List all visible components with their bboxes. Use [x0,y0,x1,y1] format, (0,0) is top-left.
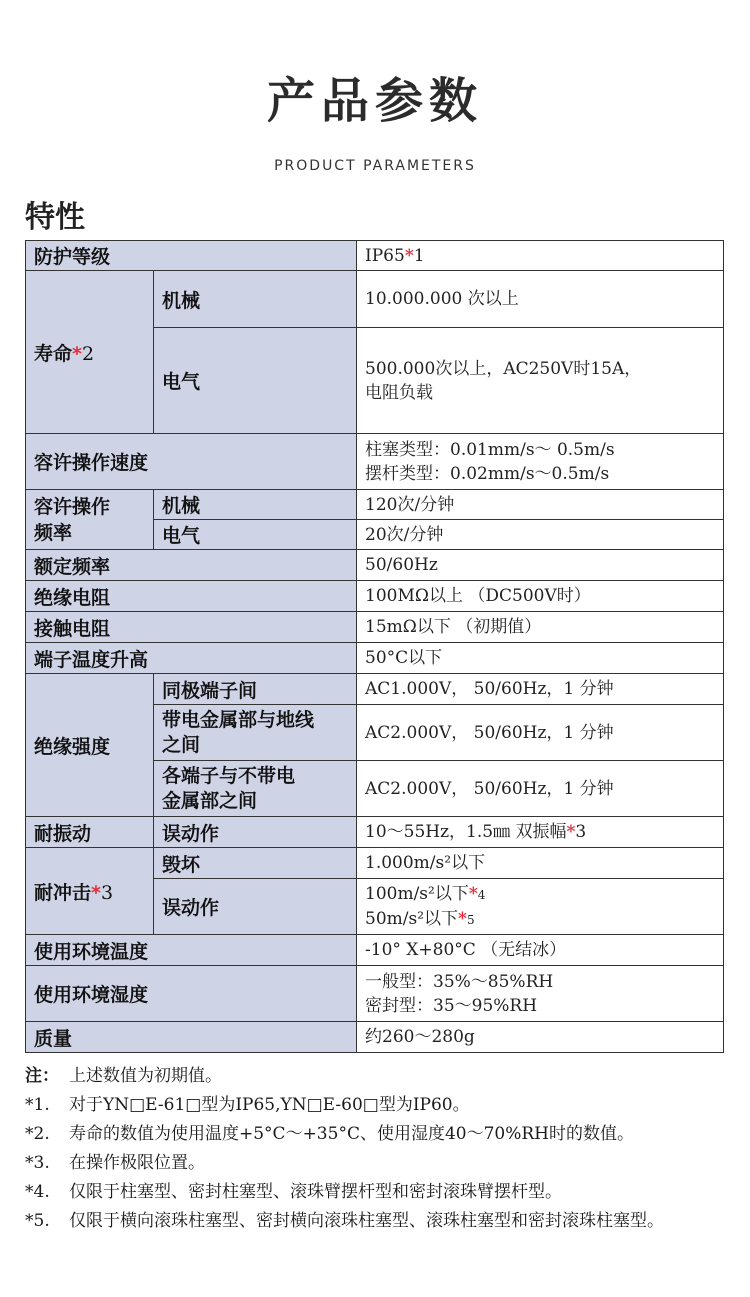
shock-label: 耐冲击*3 [26,848,154,935]
temp-rise-value: 50°C以下 [357,643,724,674]
note-text: 仅限于柱塞型、密封柱塞型、滚珠臂摆杆型和密封滚珠臂摆杆型。 [69,1182,562,1202]
table-row-temp-rise [26,643,724,674]
ambient-humidity-value: 一般型：35%～85%RH 密封型：35～95%RH [357,966,724,1022]
dielectric-label: 绝缘强度 [26,674,154,817]
rated-freq-value: 50/60Hz [357,550,724,581]
shock-malfunction-label: 误动作 [154,879,357,935]
frequency-label: 容许操作 频率 [26,490,154,550]
frequency-mech-value: 120次/分钟 [357,490,724,520]
life-elec-label: 电气 [154,328,357,434]
life-mech-label: 机械 [154,271,357,328]
table-row-ambient-humidity [26,966,724,1022]
note-text: 上述数值为初期值。 [69,1066,222,1086]
dielectric-r2-label: 带电金属部与地线 之间 [154,705,357,761]
insulation-resistance-label: 绝缘电阻 [26,581,357,612]
vibration-sub-label: 误动作 [154,817,357,848]
insulation-resistance-value: 100MΩ以上 （DC500V时） [357,581,724,612]
frequency-elec-label: 电气 [154,520,357,550]
note-item [25,1120,730,1149]
contact-resistance-label: 接触电阻 [26,612,357,643]
frequency-mech-label: 机械 [154,490,357,520]
table-row-life-mech [26,271,724,328]
note-mark: *5. [25,1211,50,1231]
shock-malfunction-value: 100m/s²以下*4 50m/s²以下*5 [357,879,724,935]
speed-label: 容许操作速度 [26,434,357,490]
protection-label: 防护等级 [26,241,357,271]
note-mark: *3. [25,1153,50,1173]
table-row-weight [26,1022,724,1053]
note-item [25,1091,730,1120]
life-label: 寿命*2 [26,271,154,434]
protection-value: IP65*1 [357,241,724,271]
life-elec-value: 500.000次以上，AC250V时15A， 电阻负载 [357,328,724,434]
note-text: 对于YN□E-61□型为IP65,YN□E-60□型为IP60。 [69,1095,470,1115]
note-text: 寿命的数值为使用温度+5°C～+35°C、使用湿度40～70%RH时的数值。 [69,1124,634,1144]
table-row-rated-freq [26,550,724,581]
table-row-shock-destroy [26,848,724,879]
note-item [25,1062,730,1091]
note-text: 仅限于横向滚珠柱塞型、密封横向滚珠柱塞型、滚珠柱塞型和密封滚珠柱塞型。 [69,1211,664,1231]
table-row-speed [26,434,724,490]
weight-value: 约260～280g [357,1022,724,1053]
contact-resistance-value: 15mΩ以下 （初期值） [357,612,724,643]
note-item [25,1149,730,1178]
note-mark: *1. [25,1095,50,1115]
dielectric-r2-value: AC2.000V， 50/60Hz，1 分钟 [357,705,724,761]
table-row-vibration [26,817,724,848]
vibration-value: 10～55Hz，1.5㎜ 双振幅*3 [357,817,724,848]
note-item [25,1207,730,1236]
dielectric-r3-label: 各端子与不带电 金属部之间 [154,761,357,817]
life-mech-value: 10.000.000 次以上 [357,271,724,328]
frequency-elec-value: 20次/分钟 [357,520,724,550]
table-row-protection [26,241,724,271]
temp-rise-label: 端子温度升高 [26,643,357,674]
notes-section [25,1062,730,1236]
ambient-temp-value: -10° X+80°C （无结冰） [357,935,724,966]
ambient-humidity-label: 使用环境湿度 [26,966,357,1022]
page-title: 产品参数 [266,73,483,129]
note-mark: 注： [25,1066,59,1086]
dielectric-r1-value: AC1.000V， 50/60Hz，1 分钟 [357,674,724,705]
rated-freq-label: 额定频率 [26,550,357,581]
note-text: 在操作极限位置。 [69,1153,205,1173]
table-row-dielectric-1 [26,674,724,705]
spec-table [25,240,724,1053]
note-mark: *2. [25,1124,50,1144]
note-mark: *4. [25,1182,50,1202]
note-item [25,1178,730,1207]
ambient-temp-label: 使用环境温度 [26,935,357,966]
dielectric-r3-value: AC2.000V， 50/60Hz，1 分钟 [357,761,724,817]
table-row-frequency-mech [26,490,724,520]
shock-destroy-label: 毁坏 [154,848,357,879]
speed-value: 柱塞类型：0.01mm/s～ 0.5m/s 摆杆类型：0.02mm/s～0.5m/s [357,434,724,490]
table-row-insulation-resistance [26,581,724,612]
table-row-ambient-temp [26,935,724,966]
section-title: 特性 [25,200,85,235]
table-row-contact-resistance [26,612,724,643]
page-subtitle: PRODUCT PARAMETERS [274,158,476,174]
shock-destroy-value: 1.000m/s²以下 [357,848,724,879]
weight-label: 质量 [26,1022,357,1053]
dielectric-r1-label: 同极端子间 [154,674,357,705]
vibration-label: 耐振动 [26,817,154,848]
